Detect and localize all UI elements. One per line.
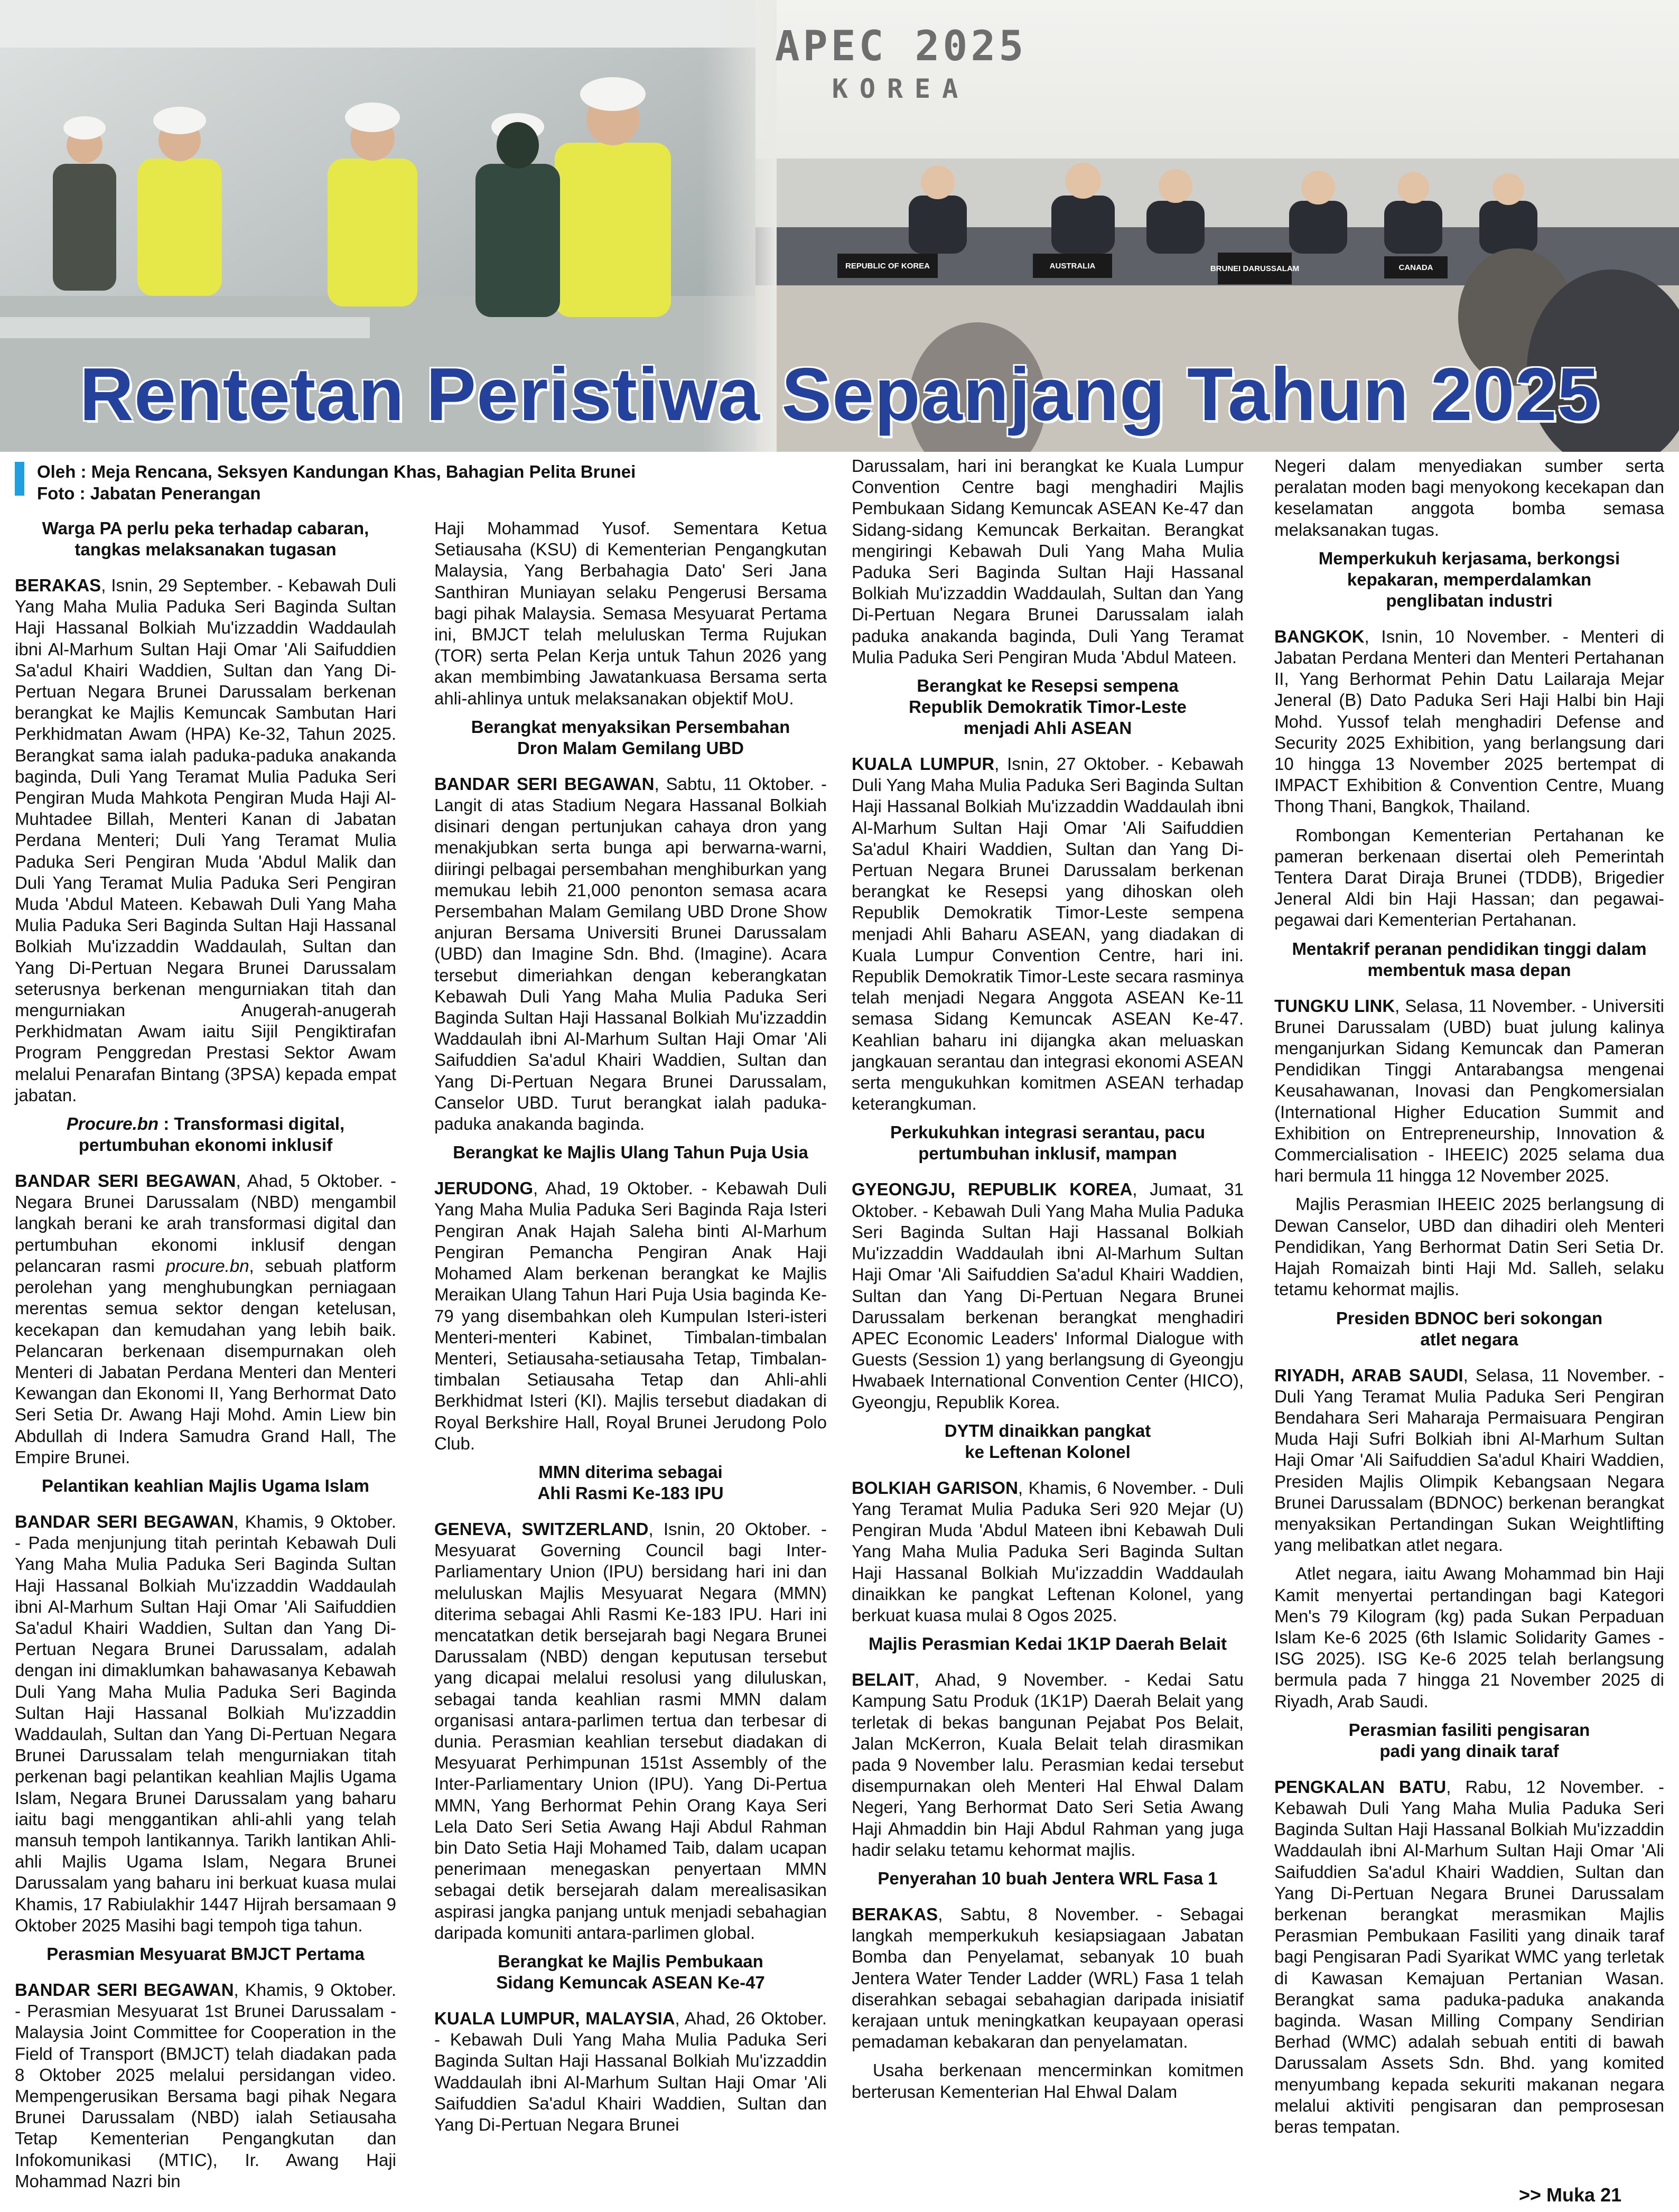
article-heading: Penyerahan 10 buah Jentera WRL Fasa 1 <box>878 1868 1218 1888</box>
article-body: KUALA LUMPUR, MALAYSIA, Ahad, 26 Oktober. - Kebawah Duli Yang Maha Mulia Paduka Seri Baginda Sultan Haji Hassanal Bolkiah Mu'izzaddin Waddaulah ibni Al-Marhum Sultan Haji Omar 'Ali Saifuddien Sa'adul Khairi Waddien, Sultan dan Yang Di-Pertuan Negara Brunei <box>434 2008 827 2134</box>
article-heading: Procure.bn : Transformasi digital, pertumbuhan ekonomi inklusif <box>66 1114 345 1155</box>
dateline: BANDAR SERI BEGAWAN <box>434 774 655 794</box>
dateline: KUALA LUMPUR <box>852 754 995 774</box>
article-body: BERAKAS, Isnin, 29 September. - Kebawah Duli Yang Maha Mulia Paduka Seri Baginda Sultan Haji Hassanal Bolkiah Mu'izzaddin Waddaulah ibni Al-Marhum Sultan Haji Omar 'Ali Saifuddien Sa'adul Khairi Waddien, Sultan dan Yang Di-Pertuan Negara Brunei Darussalam berkenan berangkat ke Majlis Kemuncak Sambutan Hari Perkhidmatan Awam (HPA) Ke-32, Tahun 2025. Berangkat sama ialah paduka-paduka anakanda baginda, Duli Yang Teramat Mulia Paduka Seri Pengiran Muda Mahkota Pengiran Muda Haji Al-Muhtadee Billah, Menteri Kanan di Jabatan Perdana Menteri; Duli Yang Teramat Mulia Paduka Seri Pengiran Muda 'Abdul Malik dan Duli Yang Teramat Mulia Paduka Seri Pengiran Muda 'Abdul Mateen. Kebawah Duli Yang Maha Mulia Paduka Seri Baginda Sultan Haji Hassanal Bolkiah Mu'izzaddin Waddaulah, Sultan dan Yang Di-Pertuan Negara Brunei Darussalam seterusnya berkenan mengurniakan titah dan mengurniakan Anugerah-anugerah Perkhidmatan Awam iaitu Sijil Pengiktirafan Program Penggredan Prestasi Sektor Awam melalui Penarafan Bintang (3PSA) kepada empat jabatan. <box>15 575 396 1105</box>
continued-on-page-link[interactable]: >> Muka 21 <box>1519 2184 1622 2206</box>
dateline: BANDAR SERI BEGAWAN <box>15 1979 234 2000</box>
dateline: RIYADH, ARAB SAUDI <box>1274 1365 1463 1385</box>
dateline: BANDAR SERI BEGAWAN <box>15 1511 234 1531</box>
byline-accent-bar <box>15 462 24 496</box>
dateline: PENGKALAN BATU <box>1274 1777 1447 1797</box>
nameplate-australia: AUSTRALIA <box>1049 262 1096 271</box>
apec-sign <box>753 21 1049 106</box>
article-body: RIYADH, ARAB SAUDI, Selasa, 11 November. - Duli Yang Teramat Mulia Paduka Seri Pengiran Bendahara Seri Maharaja Permaisuara Pengiran Muda Haji Sufri Bolkiah ibni Al-Marhum Sultan Haji Omar 'Ali Saifuddien Sa'adul Khairi Waddien, Presiden Majlis Olimpik Kebangsaan Negara Brunei Darussalam (BDNOC) berkenan berangkat menyaksikan Pertandingan Sukan Weightlifting yang melibatkan atlet negara. <box>1274 1365 1664 1555</box>
byline-author: Oleh : Meja Rencana, Seksyen Kandungan Khas, Bahagian Pelita Brunei <box>37 462 636 481</box>
article-heading: Perasmian fasiliti pengisaran padi yang dinaik taraf <box>1348 1720 1590 1761</box>
article-body: KUALA LUMPUR, Isnin, 27 Oktober. - Kebawah Duli Yang Maha Mulia Paduka Seri Baginda Sultan Haji Hassanal Bolkiah Mu'izzaddin Waddaulah ibni Al-Marhum Sultan Haji Omar 'Ali Saifuddien Sa'adul Khairi Waddien, Sultan dan Yang Di-Pertuan Negara Brunei Darussalam berkenan berangkat ke Resepsi yang dihoskan oleh Republik Demokratik Timor-Leste sempena menjadi Ahli Baharu ASEAN, yang diadakan di Kuala Lumpur Convention Centre, hari ini. Republik Demokratik Timor-Leste secara rasminya telah menjadi Negara Anggota ASEAN Ke-11 semasa Sidang Kemuncak ASEAN Ke-47. Keahlian baharu ini dijangka akan meluaskan jangkauan serantau dan integrasi ekonomi ASEAN serta mengukuhkan komitmen ASEAN terhadap keterangkuman. <box>852 754 1244 1114</box>
article-body: BANDAR SERI BEGAWAN, Ahad, 5 Oktober. - Negara Brunei Darussalam (NBD) mengambil langkah berani ke arah transformasi digital dan pertumbuhan ekonomi inklusif dengan pelancaran rasmi procure.bn, sebuah platform perolehan yang menghubungkan perniagaan merentas semua sektor dengan ketelusan, kecekapan dan kemudahan yang lebih baik. Pelancaran berkenaan disempurnakan oleh Menteri di Jabatan Perdana Menteri dan Menteri Kewangan dan Ekonomi II, Yang Berhormat Dato Seri Setia Dr. Awang Haji Mohd. Amin Liew bin Abdullah di Indera Samudra Grand Hall, The Empire Brunei. <box>15 1171 397 1467</box>
column-3 <box>852 456 1244 2110</box>
article-heading: Berangkat menyaksikan Persembahan Dron Malam Gemilang UBD <box>471 717 790 758</box>
nameplate-canada: CANADA <box>1398 263 1433 272</box>
nameplate-brunei: BRUNEI DARUSSALAM <box>1210 264 1300 273</box>
article-body: Rombongan Kementerian Pertahanan ke pameran berkenaan disertai oleh Pemerintah Tentera Darat Diraja Brunei (TDDB), Brigedier Jeneral Aldi bin Haji Hassan; dan pegawai-pegawai dari Kementerian Pertahanan. <box>1274 825 1664 930</box>
article-heading: Warga PA perlu peka terhadap cabaran, tangkas melaksanakan tugasan <box>42 518 369 559</box>
byline <box>15 461 839 504</box>
nameplate-korea: REPUBLIC OF KOREA <box>845 262 930 271</box>
column-1 <box>15 518 396 2199</box>
article-body: BANGKOK, Isnin, 10 November. - Menteri di Jabatan Perdana Menteri dan Menteri Pertahanan II, Yang Berhormat Pehin Datu Lailaraja Mejar Jeneral (B) Dato Paduka Seri Haji Halbi bin Haji Mohd. Yussof telah menghadiri Defense and Security 2025 Exhibition, yang berlangsung dari 10 hingga 13 November 2025 bertempat di IMPACT Exhibition & Convention Centre, Muang Thong Thani, Bangkok, Thailand. <box>1274 626 1664 816</box>
article-heading: Majlis Perasmian Kedai 1K1P Daerah Belait <box>868 1634 1227 1654</box>
article-body-continued: Negeri dalam menyediakan sumber serta peralatan moden bagi menyokong kecekapan dan keselamatan anggota bomba semasa melaksanakan tugas. <box>1274 456 1664 540</box>
dateline: BERAKAS <box>15 575 101 595</box>
column-4 <box>1274 456 1664 2145</box>
article-body: BOLKIAH GARISON, Khamis, 6 November. - Duli Yang Teramat Mulia Paduka Seri 920 Mejar (U) Pengiran Muda 'Abdul Mateen ibni Kebawah Duli Yang Maha Mulia Paduka Seri Baginda Sultan Haji Hassanal Bolkiah Mu'izzaddin Waddaulah dinaikkan ke pangkat Leftenan Kolonel, yang berkuat kuasa mulai 8 Ogos 2025. <box>852 1477 1244 1625</box>
page-headline: Rentetan Peristiwa Sepanjang Tahun 2025 <box>79 352 1600 436</box>
article-body: BANDAR SERI BEGAWAN, Sabtu, 11 Oktober. - Langit di atas Stadium Negara Hassanal Bolkiah disinari dengan pertunjukan cahaya dron yang menakjubkan serta bunga api berwarna-warni, diiringi pelbagai persembahan menghiburkan yang memukau lebih 21,000 penonton semasa acara Persembahan Malam Gemilang UBD Drone Show anjuran Bersama Universiti Brunei Darussalam (UBD) dan Imagine Sdn. Bhd. (Imagine). Acara tersebut dimeriahkan dengan keberangkatan Kebawah Duli Yang Maha Mulia Paduka Seri Baginda Sultan Haji Hassanal Bolkiah Mu'izzaddin Waddaulah ibni Al-Marhum Sultan Haji Omar 'Ali Saifuddien Sa'adul Khairi Waddien, Sultan dan Yang Di-Pertuan Negara Brunei Darussalam, Canselor UBD. Turut berangkat ialah paduka-paduka anakanda baginda. <box>434 774 827 1134</box>
article-heading: Perkukuhkan integrasi serantau, pacu pertumbuhan inklusif, mampan <box>890 1122 1206 1164</box>
article-heading: Presiden BDNOC beri sokongan atlet negara <box>1336 1308 1603 1349</box>
article-heading: Berangkat ke Resepsi sempena Republik Demokratik Timor-Leste menjadi Ahli ASEAN <box>909 676 1187 738</box>
apec-sign-line2: KOREA <box>832 73 970 104</box>
article-body: TUNGKU LINK, Selasa, 11 November. - Universiti Brunei Darussalam (UBD) buat julung kalinya menganjurkan Sidang Kemuncak dan Pameran Pendidikan Tinggi Antarabangsa mengenai Keusahawanan, Inovasi dan Pengkomersialan (International Higher Education Summit and Exhibition on Entrepreneurship, Innovation & Commercialisation - IHEEIC) 2025 selama dua hari bermula 11 hingga 12 November 2025. <box>1274 996 1665 1186</box>
article-body: Atlet negara, iaitu Awang Mohammad bin Haji Kamit menyertai pertandingan bagi Kategori Men's 79 Kilogram (kg) pada Sukan Perpaduan Islam Ke-6 2025 (6th Islamic Solidarity Games - ISG 2025). ISG Ke-6 2025 telah berlangsung bermula pada 7 hingga 21 November 2025 di Riyadh, Arab Saudi. <box>1274 1564 1664 1711</box>
dateline: BELAIT <box>852 1670 915 1690</box>
article-heading: Mentakrif peranan pendidikan tinggi dalam membentuk masa depan <box>1292 938 1647 980</box>
dateline: GENEVA, SWITZERLAND <box>434 1519 649 1539</box>
article-body-continued: Darussalam, hari ini berangkat ke Kuala Lumpur Convention Centre bagi menghadiri Majlis Pembukaan Sidang Kemuncak ASEAN Ke-47 dan Sidang-sidang Kemuncak Berkaitan. Berangkat mengiringi Kebawah Duli Yang Maha Mulia Paduka Seri Baginda Sultan Haji Hassanal Bolkiah Mu'izzaddin Waddaulah, Sultan dan Yang Di-Pertuan Negara Brunei Darussalam ialah paduka anakanda baginda, Duli Yang Teramat Mulia Paduka Seri Pengiran Muda 'Abdul Mateen. <box>852 456 1244 667</box>
article-body: BERAKAS, Sabtu, 8 November. - Sebagai langkah memperkukuh kesiapsiagaan Jabatan Bomba dan Penyelamat, sebanyak 10 buah Jentera Water Tender Ladder (WRL) Fasa 1 telah diserahkan sebagai sebahagian daripada inisiatif kerajaan untuk meningkatkan keupayaan operasi pemadaman kebakaran dan penyelamatan. <box>852 1904 1244 2052</box>
article-heading: Pelantikan keahlian Majlis Ugama Islam <box>42 1475 369 1495</box>
article-heading: Perasmian Mesyuarat BMJCT Pertama <box>46 1944 365 1964</box>
article-body: BANDAR SERI BEGAWAN, Khamis, 9 Oktober. - Pada menjunjung titah perintah Kebawah Duli Yang Maha Mulia Paduka Seri Baginda Sultan Haji Hassanal Bolkiah Mu'izzaddin Waddaulah ibni Al-Marhum Sultan Haji Omar 'Ali Saifuddien Sa'adul Khairi Waddien, Sultan dan Yang Di-Pertuan Negara Brunei Darussalam, adalah dengan ini dimaklumkan bahawasanya Kebawah Duli Yang Maha Mulia Paduka Seri Baginda Sultan Haji Hassanal Bolkiah Mu'izzaddin Waddaulah, Sultan dan Yang Di-Pertuan Negara Brunei Darussalam telah mengurniakan titah perkenan bagi pelantikan keahlian Majlis Ugama Islam, Negara Brunei Darussalam yang baharu iaitu bagi menggantikan ahli-ahli yang telah mansuh tempoh lantikannya. Tarikh lantikan Ahli-ahli Majlis Ugama Islam, Negara Brunei Darussalam yang baharu ini berkuat kuasa mulai Khamis, 17 Rabiulakhir 1447 Hijrah bersamaan 9 Oktober 2025 Masihi bagi tempoh tiga tahun. <box>15 1511 397 1935</box>
dateline: KUALA LUMPUR, MALAYSIA <box>434 2008 675 2028</box>
article-heading: Memperkukuh kerjasama, berkongsi kepakaran, memperdalamkan penglibatan industri <box>1318 548 1620 610</box>
column-2 <box>434 518 827 2143</box>
dateline: BERAKAS <box>852 1904 938 1924</box>
dateline: BANDAR SERI BEGAWAN <box>15 1171 236 1191</box>
dateline: GYEONGJU, REPUBLIK KOREA <box>852 1179 1133 1200</box>
dateline: BOLKIAH GARISON <box>852 1477 1018 1498</box>
article-heading: DYTM dinaikkan pangkat ke Leftenan Kolonel <box>944 1420 1151 1462</box>
article-body: BELAIT, Ahad, 9 November. - Kedai Satu Kampung Satu Produk (1K1P) Daerah Belait yang terletak di bekas bangunan Pejabat Pos Belait, Jalan McKerron, Kuala Belait telah dirasmikan pada 9 November lalu. Perasmian kedai tersebut disempurnakan oleh Menteri Hal Ehwal Dalam Negeri, Yang Berhormat Dato Seri Setia Awang Haji Ahmaddin bin Haji Abdul Rahman yang juga hadir selaku tetamu kehormat majlis. <box>852 1670 1244 1860</box>
article-body: JERUDONG, Ahad, 19 Oktober. - Kebawah Duli Yang Maha Mulia Paduka Seri Baginda Raja Isteri Pengiran Anak Hajah Saleha binti Al-Marhum Pengiran Pemancha Pengiran Anak Haji Mohamed Alam berkenan berangkat ke Majlis Meraikan Ulang Tahun Hari Puja Usia baginda Ke-79 yang disembahkan oleh Kumpulan Isteri-isteri Menteri-menteri Kabinet, Timbalan-timbalan Menteri, Setiausaha-setiausaha Tetap, Timbalan-timbalan Setiausaha Tetap dan Ahli-ahli Berkhidmat Isteri (KI). Majlis tersebut diadakan di Royal Berkshire Hall, Royal Brunei Jerudong Polo Club. <box>434 1178 827 1453</box>
dateline: TUNGKU LINK <box>1274 996 1395 1016</box>
byline-photo-credit: Foto : Jabatan Penerangan <box>37 484 261 503</box>
article-body: BANDAR SERI BEGAWAN, Khamis, 9 Oktober. - Perasmian Mesyuarat 1st Brunei Darussalam - Malaysia Joint Committee for Cooperation in the Field of Transport (BMJCT) telah diadakan pada 8 Oktober 2025 melalui persidangan video. Mempengerusikan Bersama bagi pihak Negara Brunei Darussalam (NBD) ialah Setiausaha Tetap Kementerian Pengangkutan dan Infokomunikasi (MTIC), Ir. Awang Haji Mohammad Nazri bin <box>15 1979 397 2191</box>
article-body: Usaha berkenaan mencerminkan komitmen berterusan Kementerian Hal Ehwal Dalam <box>852 2060 1244 2102</box>
article-heading: MMN diterima sebagai Ahli Rasmi Ke-183 IPU <box>537 1462 724 1503</box>
dateline: BANGKOK <box>1274 626 1365 646</box>
article-body: PENGKALAN BATU, Rabu, 12 November. - Kebawah Duli Yang Maha Mulia Paduka Seri Baginda Sultan Haji Hassanal Bolkiah Mu'izzaddin Waddaulah ibni Al-Marhum Sultan Haji Omar 'Ali Saifuddien Sa'adul Khairi Waddien, Sultan dan Yang Di-Pertuan Negara Brunei Darussalam berkenan berangkat merasmikan Majlis Perasmian Pembukaan Fasiliti yang dinaik taraf bagi Pengisaran Padi Syarikat WMC yang terletak di Kawasan Kemajuan Pertanian Wasan. Berangkat sama paduka-paduka anakanda baginda. Wasan Milling Company Sendirian Berhad (WMC) adalah sebuah entiti di bawah Darussalam Assets Sdn. Bhd. yang komited menyumbang kepada sekuriti makanan negara melalui aktiviti pengisaran dan pemprosesan beras tempatan. <box>1274 1777 1664 2136</box>
article-heading: Berangkat ke Majlis Pembukaan Sidang Kemuncak ASEAN Ke-47 <box>496 1951 765 1992</box>
dateline: JERUDONG <box>434 1178 534 1198</box>
article-body: GENEVA, SWITZERLAND, Isnin, 20 Oktober. - Mesyuarat Governing Council bagi Inter-Parliamentary Union (IPU) bersidang hari ini dan meluluskan Majlis Mesyuarat Negara (MMN) diterima sebagai Ahli Rasmi Ke-183 IPU. Hari ini mencatatkan detik bersejarah bagi Negara Brunei Darussalam (NBD) dengan keputusan tersebut yang dicapai melalui resolusi yang diluluskan, sebagai tanda keahlian rasmi MMN dalam organisasi antara-parlimen tertua dan terbesar di dunia. Perasmian keahlian tersebut diadakan di Mesyuarat Perhimpunan 151st Assembly of the Inter-Parliamentary Union (IPU). Yang Di-Pertua MMN, Yang Berhormat Pehin Orang Kaya Seri Lela Dato Seri Setia Awang Haji Abdul Rahman bin Dato Setia Haji Mohamed Taib, dalam ucapan penerimaan menegaskan penyertaan MMN sebagai detik bersejarah dalam merealisasikan aspirasi jangka panjang untuk menjadi sebahagian daripada komuniti antara-parlimen global. <box>434 1519 827 1943</box>
apec-sign-line1: APEC 2025 <box>775 23 1027 70</box>
article-body: GYEONGJU, REPUBLIK KOREA, Jumaat, 31 Oktober. - Kebawah Duli Yang Maha Mulia Paduka Seri Baginda Sultan Haji Hassanal Bolkiah Mu'izzaddin Waddaulah ibni Al-Marhum Sultan Haji Omar 'Ali Saifuddien Sa'adul Khairi Waddien, Sultan dan Yang Di-Pertuan Negara Brunei Darussalam berkenan berangkat menghadiri APEC Economic Leaders' Informal Dialogue with Guests (Session 1) yang berlangsung di Gyeongju Hwabaek International Convention Center (HICO), Gyeongju, Republik Korea. <box>852 1179 1244 1412</box>
article-body-continued: Haji Mohammad Yusof. Sementara Ketua Setiausaha (KSU) di Kementerian Pengangkutan Malaysia, Yang Berbahagia Dato' Seri Jana Santhiran Muniayan selaku Pengerusi Bersama bagi pihak Malaysia. Semasa Mesyuarat Pertama ini, BMJCT telah meluluskan Terma Rujukan (TOR) serta Pelan Kerja untuk Tahun 2026 yang akan membimbing Jawatankuasa Bersama serta ahli-ahlinya untuk melaksanakan objektif MoU. <box>434 518 827 708</box>
article-heading: Berangkat ke Majlis Ulang Tahun Puja Usia <box>453 1142 808 1163</box>
article-body: Majlis Perasmian IHEEIC 2025 berlangsung di Dewan Canselor, UBD dan dihadiri oleh Menteri Pendidikan, Yang Berhormat Datin Seri Setia Dr. Hajah Romaizah binti Haji Md. Salleh, selaku tetamu kehormat majlis. <box>1274 1194 1664 1299</box>
